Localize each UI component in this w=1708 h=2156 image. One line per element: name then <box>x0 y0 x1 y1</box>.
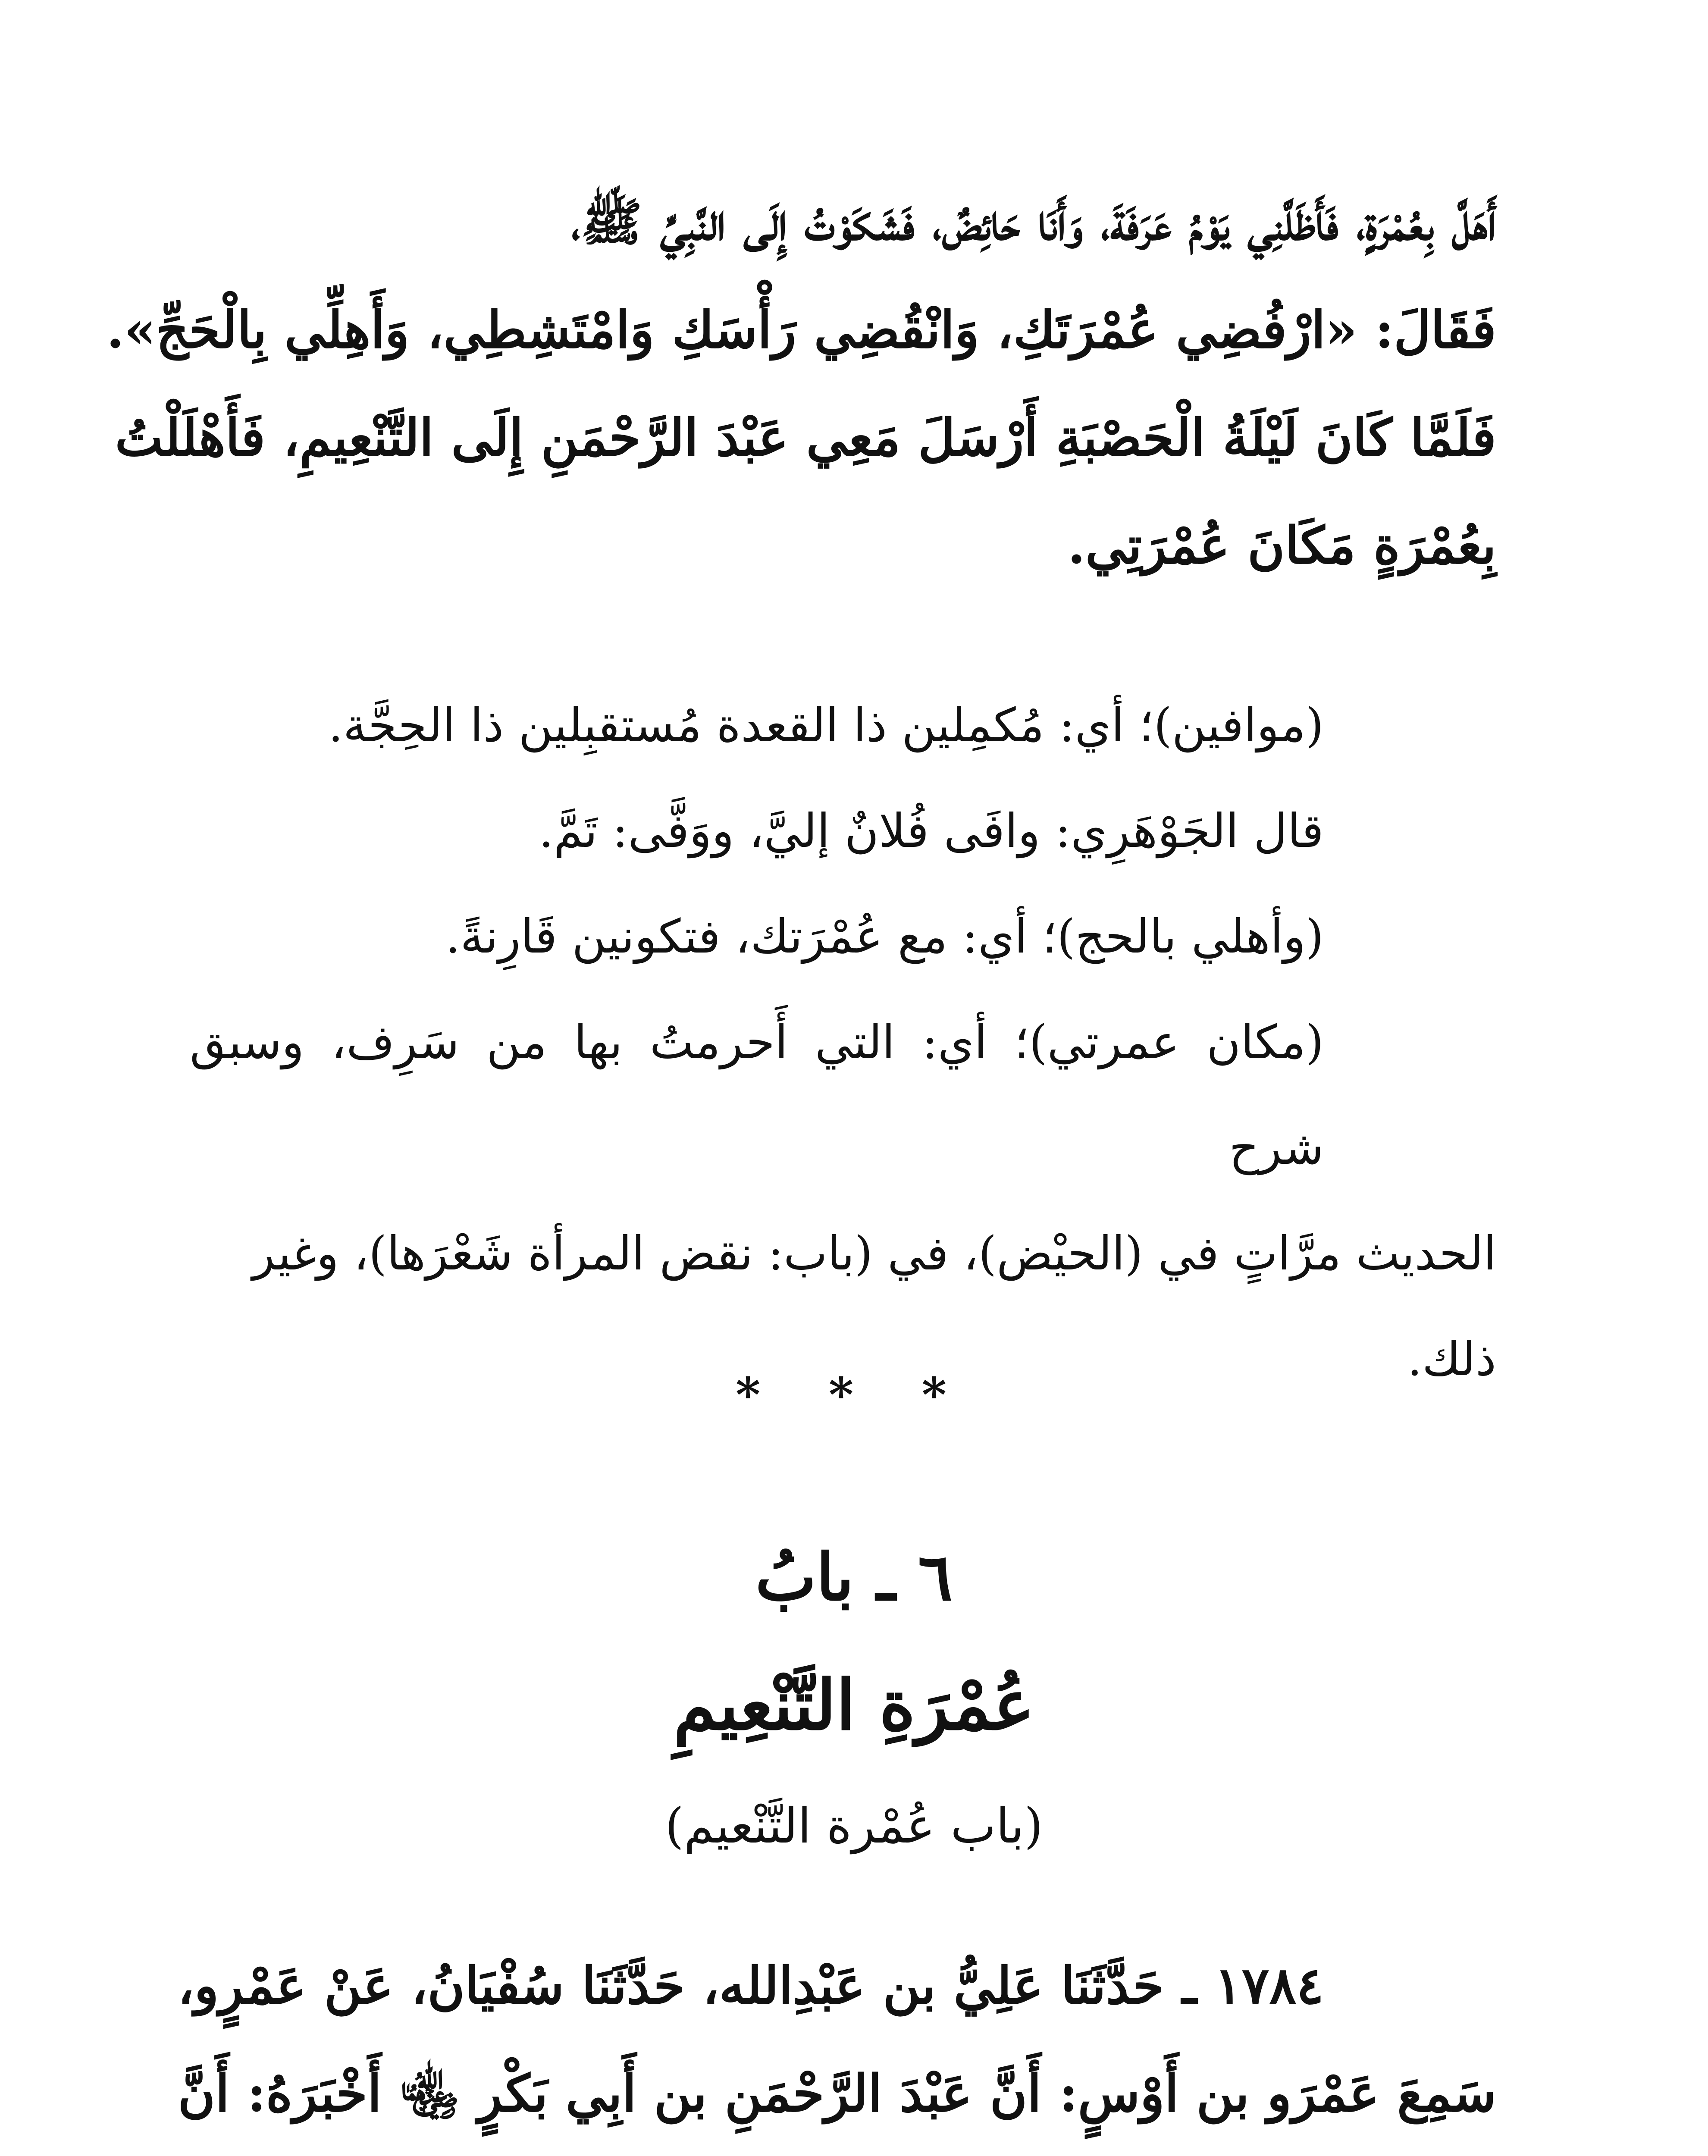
hadith-line: ١٧٨٤ ـ حَدَّثَنَا عَلِيُّ بن عَبْدِالله، حَدَّثَنَا سُفْيَانُ، عَنْ عَمْرٍو، <box>178 1955 1324 2015</box>
hadith-line: سَمِعَ عَمْرَو بن أَوْسٍ: أَنَّ عَبْدَ الرَّحْمَنِ بن أَبِي بَكْرٍ ﵄ أَخْبَرَهُ: أَنَّ <box>178 2063 1496 2123</box>
commentary <box>190 673 1496 1412</box>
hadith-line: فَقَالَ: «ارْفُضِي عُمْرَتَكِ، وَانْقُضِي رَأْسَكِ وَامْتَشِطِي، وَأَهِلِّي بِالْحَجِّ». <box>106 300 1496 360</box>
commentary-paragraph: (وأهلي بالحج)؛ أي: مع عُمْرَتك، فتكونين قَارِنةً. <box>445 910 1324 964</box>
commentary-paragraph: (موافين)؛ أي: مُكمِلين ذا القعدة مُستقبِلين ذا الحِجَّة. <box>328 699 1324 752</box>
section-separator: * * * <box>735 1367 973 1423</box>
hadith-line: أَهَلَّ بِعُمْرَةٍ، فَأَظَلَّنِي يَوْمُ عَرَفَةَ، وَأَنَا حَائِضٌ، فَشَكَوْتُ إِلَى النَّبِيِّ ﷺ، <box>571 192 1496 252</box>
hadith-text-top <box>106 168 1496 599</box>
hadith-line <box>190 2147 1496 2156</box>
hadith-text-bottom <box>178 1932 1496 2156</box>
chapter-number: ٦ ـ بابُ <box>755 1539 953 1615</box>
hadith-line: فَلَمَّا كَانَ لَيْلَةُ الْحَصْبَةِ أَرْسَلَ مَعِي عَبْدَ الرَّحْمَنِ إِلَى التَّنْعِيمِ، فَأَهْلَلْتُ <box>115 407 1496 467</box>
commentary-paragraph-continued: ذلك. <box>1407 1332 1496 1386</box>
commentary-paragraph-continued: الحديث مرَّاتٍ في (الحيْض)، في (باب: نقض المرأة شَعْرَها)، وغير <box>252 1227 1496 1281</box>
chapter-subtitle: (باب عُمْرة التَّنْعيم) <box>665 1798 1043 1854</box>
commentary-paragraph: (مكان عمرتي)؛ أي: التي أَحرمتُ بها من سَرِف، وسبق شرح <box>190 1015 1324 1175</box>
commentary-paragraph: قال الجَوْهَرِي: وافَى فُلانٌ إليَّ، ووَفَّى: تَمَّ. <box>539 804 1324 858</box>
chapter-title: عُمْرَةِ التَّنْعِيمِ <box>673 1664 1035 1745</box>
hadith-line: بِعُمْرَةٍ مَكَانَ عُمْرَتِي. <box>1067 515 1496 575</box>
